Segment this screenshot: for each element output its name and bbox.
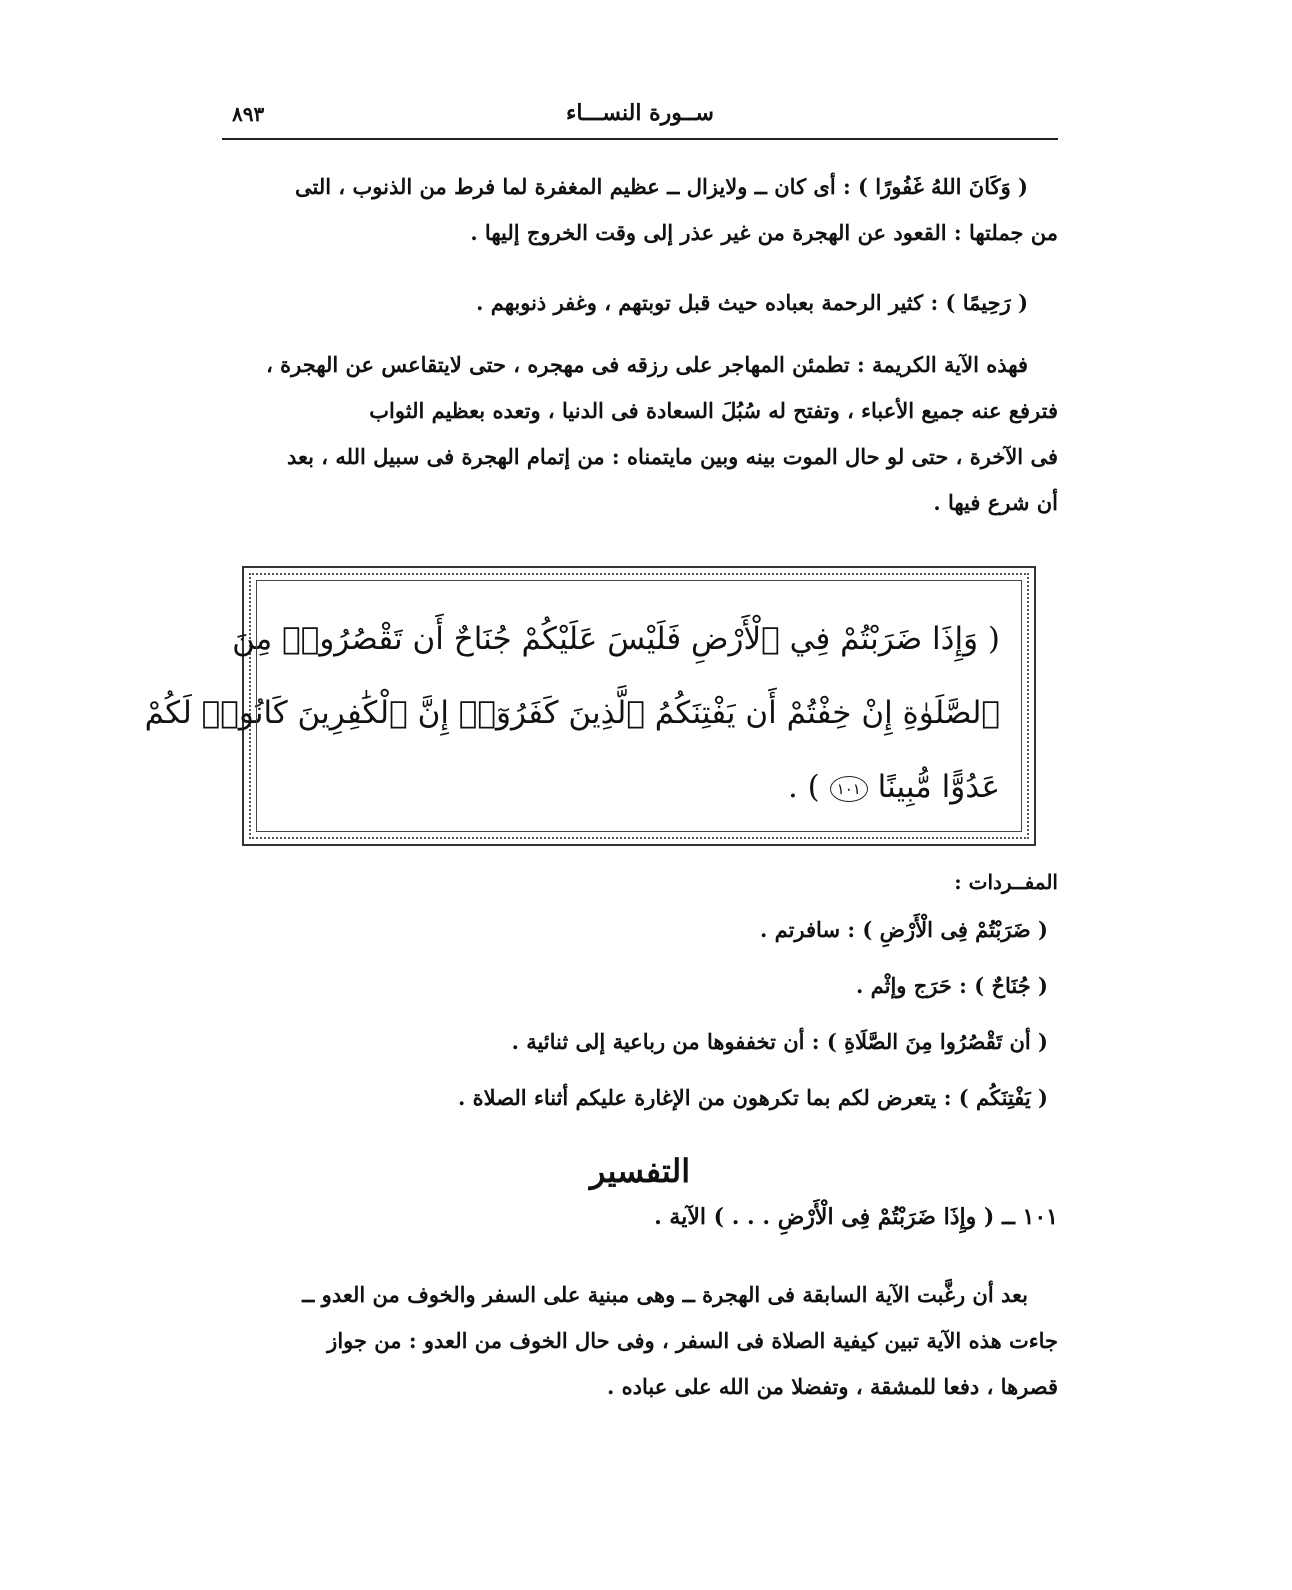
ayah-number-marker: ١٠١ (830, 776, 868, 802)
verse-frame (144, 566, 1036, 846)
text-line: بعد أن رغَّبت الآية السابقة فى الهجرة ــ وهى مبنية على السفر والخوف من العدو ــ (302, 1282, 1028, 1307)
tafsir-body (222, 1272, 1058, 1410)
text-line: من جملتها : القعود عن الهجرة من غير عذر إلى وقت الخروج إليها . (470, 220, 1058, 245)
vocabulary-heading: المفــردات : (954, 870, 1058, 894)
vocabulary-item: ( جُنَاحٌ ) : حَرَج وإثْم . (856, 973, 1048, 998)
tafsir-verse-reference: ١٠١ ــ ( وإِذَا ضَرَبْتُمْ فِى الْأَرْضِ . . . ) الآية . (654, 1204, 1058, 1230)
vocabulary-list (322, 902, 1048, 1126)
page-number: ٨٩٣ (232, 102, 265, 126)
tafsir-title: التفسير (589, 1152, 691, 1190)
paragraph-ghafur (222, 164, 1058, 256)
text-line: ( رَحِيمًا ) : كثير الرحمة بعباده حيث قبل توبتهم ، وغفر ذنوبهم . (476, 290, 1028, 315)
verse-text (144, 602, 1000, 824)
book-page (144, 92, 1058, 1552)
surah-title: ســورة النســـاء (566, 100, 714, 126)
paragraph-summary (222, 342, 1058, 526)
vocabulary-item: ( أن تَقْصُرُوا مِنَ الصَّلَاةِ ) : أن تخففوها من رباعية إلى ثنائية . (511, 1029, 1048, 1054)
verse-line: عَدُوًّا مُّبِينًا (877, 769, 1000, 805)
text-line: فى الآخرة ، حتى لو حال الموت بينه وبين مايتمناه : من إتمام الهجرة فى سبيل الله ، بعد (287, 444, 1058, 469)
paragraph-rahim (222, 280, 1058, 326)
vocabulary-item: ( يَفْتِنَكُم ) : يتعرض لكم بما تكرهون من الإغارة عليكم أثناء الصلاة . (458, 1085, 1048, 1110)
text-line: أن شرع فيها . (933, 490, 1058, 515)
vocabulary-item: ( ضَرَبْتُمْ فِى الْأَرْضِ ) : سافرتم . (759, 917, 1048, 942)
verse-line: ٱلصَّلَوٰةِ إِنْ خِفْتُمْ أَن يَفْتِنَكُمُ ٱلَّذِينَ كَفَرُوٓا۟ إِنَّ ٱلْكَٰفِرِينَ كَانُوا۟ لَكُمْ (144, 695, 1000, 731)
text-line: فترفع عنه جميع الأعباء ، وتفتح له سُبُلَ السعادة فى الدنيا ، وتعده بعظيم الثواب (369, 398, 1058, 423)
page-header (222, 100, 1058, 140)
text-line: فهذه الآية الكريمة : تطمئن المهاجر على رزقه فى مهجره ، حتى لايتقاعس عن الهجرة ، (266, 352, 1028, 377)
verse-closing: ) . (787, 769, 820, 805)
text-line: جاءت هذه الآية تبين كيفية الصلاة فى السفر ، وفى حال الخوف من العدو : من جواز (327, 1328, 1058, 1353)
verse-last-line (278, 750, 1000, 824)
text-line: ( وَكَانَ اللهُ غَفُورًا ) : أى كان ــ ولايزال ــ عظيم المغفرة لما فرط من الذنوب ، التى (295, 174, 1028, 199)
text-line: قصرها ، دفعا للمشقة ، وتفضلا من الله على عباده . (607, 1374, 1058, 1399)
verse-line: ( وَإِذَا ضَرَبْتُمْ فِي ٱلْأَرْضِ فَلَيْسَ عَلَيْكُمْ جُنَاحٌ أَن تَقْصُرُوا۟ مِنَ (232, 621, 1000, 657)
